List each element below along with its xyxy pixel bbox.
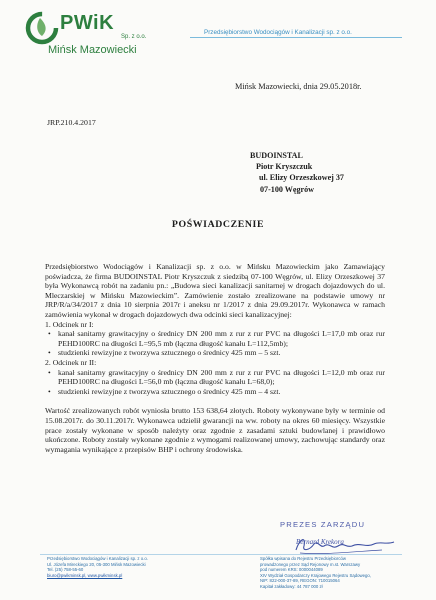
footer-line: Ul. Józefa Mireckiego 20, 05-300 Mińsk Mazowiecki <box>47 561 146 567</box>
logo-name: PWiK <box>60 12 115 34</box>
footer-line: XIV Wydział Gospodarczy Krajowego Rejestru Sądowego, <box>260 572 372 578</box>
list-item: • kanał sanitarny grawitacyjny o średnicy DN 200 mm z rur z rur PVC na długości L=17,0 mb oraz rur PEHD100RC na długości L=95,5 mb (łączna długość kanału L=112,5mb); <box>45 329 385 348</box>
intro-paragraph: Przedsiębiorstwo Wodociągów i Kanalizacji sp. z o.o. w Mińsku Mazowieckim jako Zamawiający poświadcza, że firma BUDOINSTAL Piotr Kryszczuk z siedzibą 07-100 Węgrów, ul. Elizy Orzeszkowej 37 była Wykonawcą robót na zadaniu pn.: „Budowa sieci kanalizacji sanitarnej w drogach dojazdowych do ul. Mleczarskiej w Mińsku Mazowieckim”. Zamówienie zostało zrealizowane na podstawie umowy nr JRP/R/a/34/2017 z dnia 10 sierpnia 2017r i aneksu nr 1/2017 z dnia 29.09.2017r. Wykonawca w ramach zamówienia wykonał w drogach dojazdowych dwa odcinki sieci kanalizacyjnej: <box>45 262 385 319</box>
recipient-line: BUDOINSTAL <box>250 151 303 160</box>
footer-registry-info <box>260 556 371 589</box>
footer-line: Tel. (25) 758-55-60 <box>47 567 84 572</box>
footer-line: NIP: 822-000-37-89, REGON: 710015064 <box>260 578 340 583</box>
signature-text: Bernard Krekora <box>296 538 344 546</box>
footer-contact-link[interactable]: biuro@pwikminsk.pl, www.pwikminsk.pl <box>47 572 123 578</box>
logo-drop-icon <box>37 18 45 36</box>
footer-divider <box>40 554 402 555</box>
recipient-line: Piotr Kryszczuk <box>256 162 313 172</box>
footer-company-info <box>47 556 148 578</box>
recipient-line: 07-100 Węgrów <box>260 184 315 194</box>
letter-body <box>45 262 385 454</box>
list-item: • studzienki rewizyjne z tworzywa sztucznego o średnicy 425 mm – 5 szt. <box>45 348 385 358</box>
footer-line: Kapitał zakładowy: 44 787 000 zł <box>260 583 323 589</box>
summary-paragraph: Wartość zrealizowanych robót wyniosła brutto 153 638,64 złotych. Roboty wykonywane były w terminie od 15.08.2017r. do 30.11.2017r. Wykonawca udzielił gwarancji na ww. roboty na okres 60 miesięcy. Wszystkie prace zostały wykonane w sposób należyty oraz zgodnie z zasadami sztuki budowlanej i prawidłowo ukończone. Roboty zostały wykonane zgodnie z wymogami realizowanej umowy, zachowując standardy oraz wymagania wynikające z przepisów BHP i ochrony środowiska. <box>45 406 385 454</box>
list-item: • kanał sanitarny grawitacyjny o średnicy DN 200 mm z rur z rur PVC na długości L=12,0 mb oraz rur PEHD100RC na długości L=56,0 mb (łączna długość kanału L=68,0); <box>45 368 385 387</box>
section-heading: 1. Odcinek nr I: <box>45 319 94 329</box>
footer-line: prowadzonego przez Sąd Rejonowy m.st. Warszawy <box>260 561 361 567</box>
list-item: • studzienki rewizyjne z tworzywa sztucznego o średnicy 425 mm – 4 szt. <box>45 387 385 397</box>
place-date: Mińsk Mazowiecki, dnia 29.05.2018r. <box>235 82 362 91</box>
recipient-line: ul. Elizy Orzeszkowej 37 <box>259 173 344 183</box>
logo-city: Mińsk Mazowiecki <box>48 44 137 56</box>
footer-line: Przedsiębiorstwo Wodociągów i Kanalizacji sp. z o.o. <box>47 556 148 561</box>
footer-line: Spółka wpisana do Rejestru Przedsiębiorców <box>260 556 346 561</box>
recipient-address <box>250 150 344 195</box>
section-heading: 2. Odcinek nr II: <box>45 357 97 367</box>
footer-line: pod numerem KRS: 0000044089 <box>260 567 323 572</box>
signature-title: PREZES ZARZĄDU <box>280 520 366 529</box>
document-title: POŚWIADCZENIE <box>171 219 265 230</box>
reference-number: JRP.210.4.2017 <box>47 118 96 127</box>
sections-list <box>45 320 385 397</box>
logo-subtitle: Sp. z o.o. <box>121 34 147 40</box>
header-company-name: Przedsiębiorstwo Wodociągów i Kanalizacji sp. z o.o. <box>204 29 352 36</box>
header-divider <box>190 37 402 38</box>
